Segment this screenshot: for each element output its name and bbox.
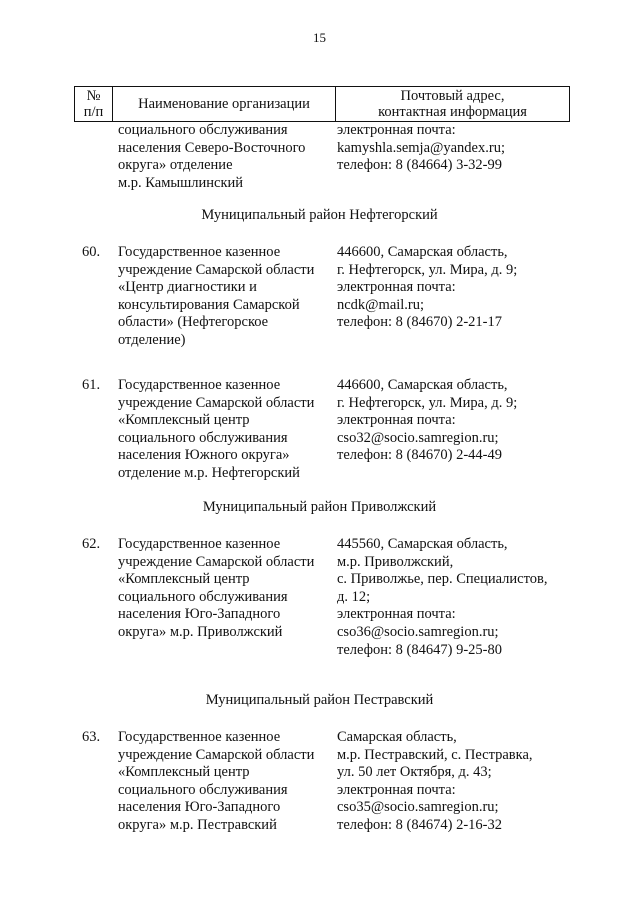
contact-line: телефон: 8 (84674) 2-16-32	[337, 816, 502, 833]
contact-line: cso36@socio.samregion.ru;	[337, 623, 499, 640]
contact-line: с. Приволжье, пер. Специалистов,	[337, 571, 548, 588]
name-line: «Комплексный центр	[118, 412, 250, 429]
name-line: населения Южного округа»	[118, 447, 290, 464]
name-line: округа» м.р. Приволжский	[118, 623, 283, 640]
contact-line: телефон: 8 (84664) 3-32-99	[337, 157, 502, 174]
name-line: учреждение Самарской области	[118, 746, 315, 763]
name-line: населения Северо-Восточного	[118, 139, 306, 156]
contact-line: м.р. Пестравский, с. Пестравка,	[337, 746, 533, 763]
contact-line: телефон: 8 (84670) 2-21-17	[337, 314, 502, 331]
row-number: 61.	[82, 377, 101, 393]
contact-line: 445560, Самарская область,	[337, 536, 508, 552]
contact-line: электронная почта:	[337, 606, 456, 623]
name-line: м.р. Камышлинский	[118, 174, 244, 191]
contact-line: электронная почта:	[337, 412, 456, 429]
contact-line: г. Нефтегорск, ул. Мира, д. 9;	[337, 394, 518, 411]
header-number-sign: №	[86, 88, 101, 104]
row-number: 63.	[82, 729, 101, 745]
name-line: консультирования Самарской	[118, 296, 300, 313]
contact-info	[337, 122, 573, 175]
name-line: округа» отделение	[118, 157, 233, 174]
name-line: «Центр диагностики и	[118, 279, 257, 296]
organization-name	[118, 122, 333, 192]
contact-line: электронная почта:	[337, 781, 456, 798]
name-line: отделение м.р. Нефтегорский	[118, 464, 300, 481]
name-line: Государственное казенное	[118, 536, 281, 552]
organization-name	[118, 729, 333, 835]
name-line: Государственное казенное	[118, 729, 281, 745]
header-contact-column	[336, 87, 569, 121]
contact-line: м.р. Приволжский,	[337, 553, 454, 570]
name-line: Государственное казенное	[118, 377, 281, 393]
header-organization-column	[113, 87, 336, 121]
name-line: учреждение Самарской области	[118, 394, 315, 411]
header-contact-line2: контактная информация	[378, 104, 527, 120]
organization-name	[118, 536, 333, 642]
name-line: округа» м.р. Пестравский	[118, 816, 277, 833]
contact-line: г. Нефтегорск, ул. Мира, д. 9;	[337, 261, 518, 278]
row-number: 60.	[82, 244, 101, 260]
contact-line: телефон: 8 (84670) 2-44-49	[337, 447, 502, 464]
name-line: социального обслуживания	[118, 588, 288, 605]
section-heading-pestravsky: Муниципальный район Пестравский	[205, 692, 434, 708]
row-number: 62.	[82, 536, 101, 552]
contact-line: ncdk@mail.ru;	[337, 296, 425, 313]
name-line: учреждение Самарской области	[118, 553, 315, 570]
contact-line: ул. 50 лет Октября, д. 43;	[337, 764, 492, 781]
contact-line: Самарская область,	[337, 729, 457, 745]
name-line: социального обслуживания	[118, 429, 288, 446]
header-number-abbr: п/п	[83, 104, 104, 120]
name-line: населения Юго-Западного	[118, 799, 281, 816]
contact-line: электронная почта:	[337, 279, 456, 296]
contact-line: kamyshla.semja@yandex.ru;	[337, 139, 505, 156]
name-line: социального обслуживания	[118, 122, 288, 138]
contact-info	[337, 377, 573, 465]
contact-info	[337, 244, 573, 332]
header-contact-line1: Почтовый адрес,	[400, 88, 505, 104]
section-heading-privolzhsky: Муниципальный район Приволжский	[202, 499, 437, 515]
name-line: «Комплексный центр	[118, 571, 250, 588]
header-organization-label: Наименование организации	[138, 96, 310, 112]
organization-name	[118, 377, 333, 483]
contact-info	[337, 536, 573, 659]
name-line: Государственное казенное	[118, 244, 281, 260]
contact-line: д. 12;	[337, 588, 371, 605]
contact-info	[337, 729, 573, 835]
name-line: учреждение Самарской области	[118, 261, 315, 278]
contact-line: cso32@socio.samregion.ru;	[337, 429, 499, 446]
name-line: области» (Нефтегорское	[118, 314, 269, 331]
contact-line: 446600, Самарская область,	[337, 377, 508, 393]
section-heading-neftegorsky: Муниципальный район Нефтегорский	[201, 207, 438, 223]
name-line: «Комплексный центр	[118, 764, 250, 781]
name-line: населения Юго-Западного	[118, 606, 281, 623]
header-number-column	[75, 87, 113, 121]
page-number: 15	[313, 30, 326, 45]
contact-line: телефон: 8 (84647) 9-25-80	[337, 641, 502, 658]
table-header	[74, 86, 570, 122]
name-line: отделение)	[118, 331, 186, 348]
contact-line: электронная почта:	[337, 122, 456, 138]
contact-line: 446600, Самарская область,	[337, 244, 508, 260]
organization-name	[118, 244, 333, 350]
name-line: социального обслуживания	[118, 781, 288, 798]
contact-line: cso35@socio.samregion.ru;	[337, 799, 499, 816]
